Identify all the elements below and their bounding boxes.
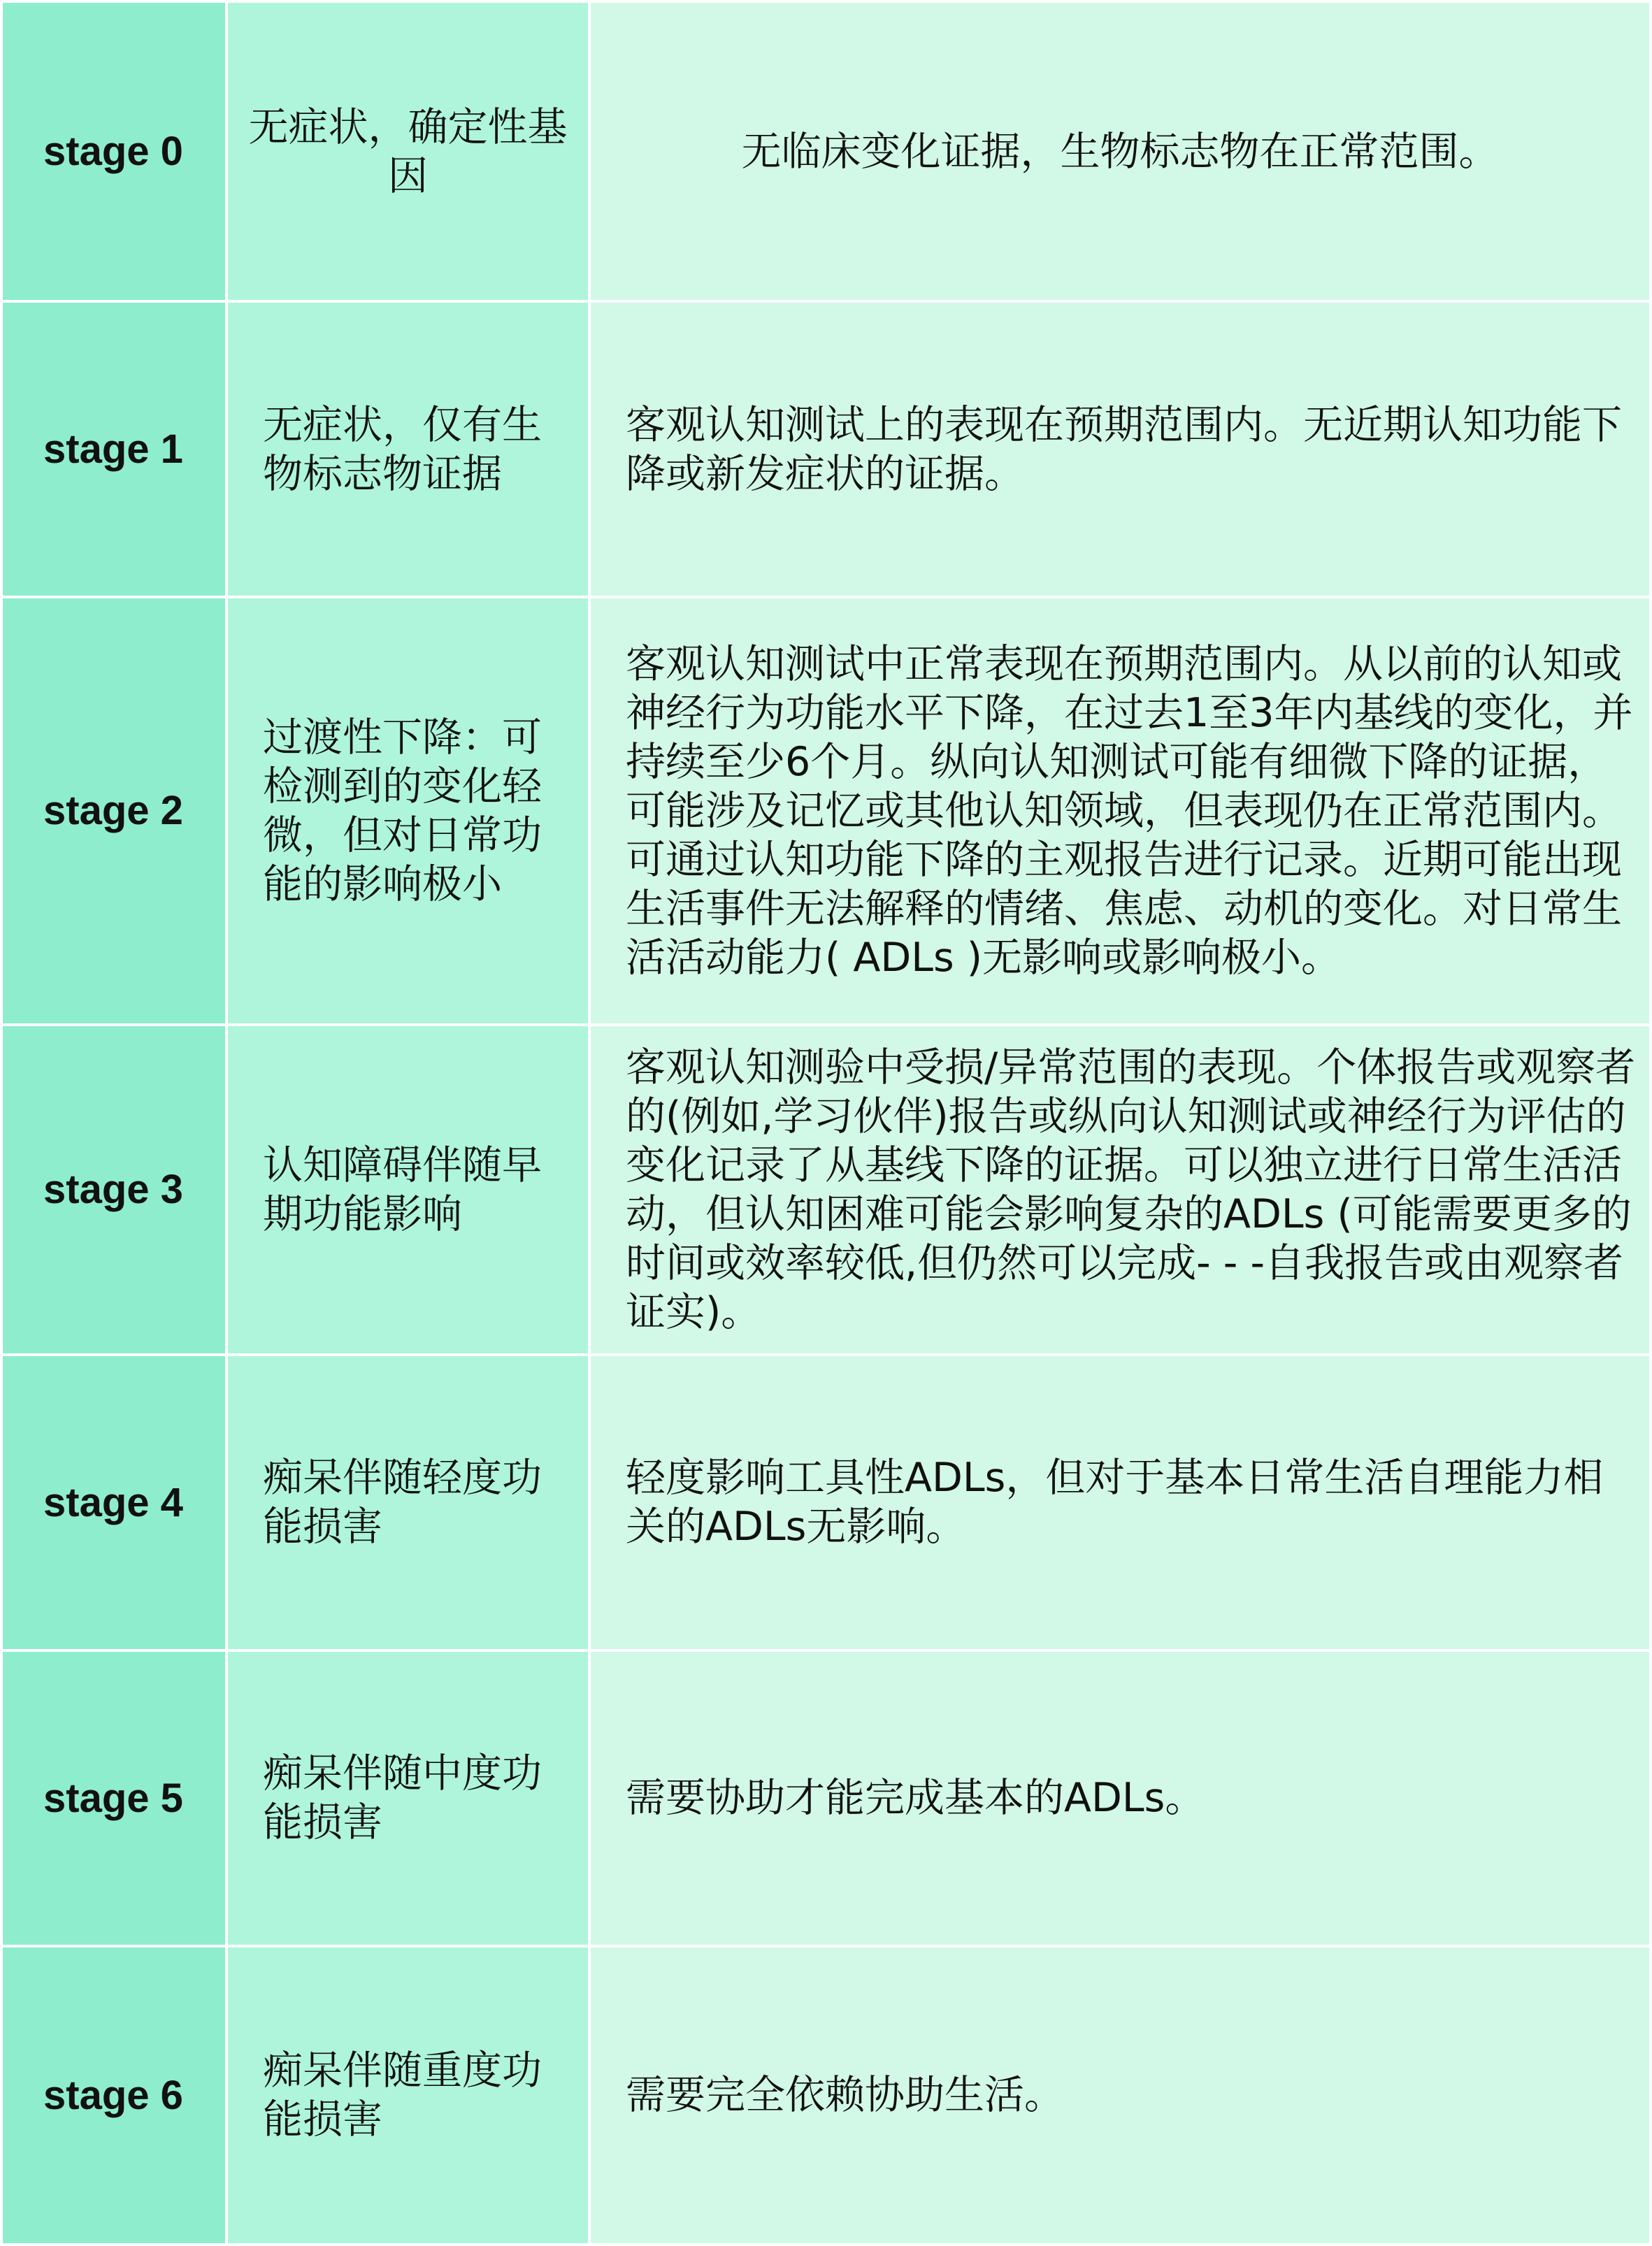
table-row [3,1356,1649,1649]
stage-label: stage 3 [3,1026,225,1353]
stage-description: 轻度影响工具性ADLs，但对于基本日常生活自理能力相关的ADLs无影响。 [591,1356,1649,1649]
table-row [3,303,1649,596]
stage-category: 痴呆伴随中度功能损害 [228,1652,588,1945]
stage-category: 认知障碍伴随早期功能影响 [228,1026,588,1353]
stage-description: 客观认知测试上的表现在预期范围内。无近期认知功能下降或新发症状的证据。 [591,303,1649,596]
table-row [3,3,1649,300]
stage-description: 需要完全依赖协助生活。 [591,1948,1649,2243]
stage-label: stage 6 [3,1948,225,2243]
stage-category: 痴呆伴随轻度功能损害 [228,1356,588,1649]
stage-label: stage 0 [3,3,225,300]
stage-description: 客观认知测验中受损/异常范围的表现。个体报告或观察者的(例如,学习伙伴)报告或纵向认知测试或神经行为评估的变化记录了从基线下降的证据。可以独立进行日常生活活动，但认知困难可能会影响复杂的ADLs (可能需要更多的时间或效率较低,但仍然可以完成- - -自我报告或由观察者证实)。 [591,1026,1649,1353]
stage-description: 需要协助才能完成基本的ADLs。 [591,1652,1649,1945]
stage-category: 痴呆伴随重度功能损害 [228,1948,588,2243]
table-row [3,598,1649,1023]
stage-category: 无症状，仅有生物标志物证据 [228,303,588,596]
stage-category: 过渡性下降：可检测到的变化轻微，但对日常功能的影响极小 [228,598,588,1023]
stage-description: 无临床变化证据，生物标志物在正常范围。 [591,3,1649,300]
table-row [3,1026,1649,1353]
stage-label: stage 2 [3,598,225,1023]
stage-category: 无症状，确定性基因 [228,3,588,300]
stage-description: 客观认知测试中正常表现在预期范围内。从以前的认知或神经行为功能水平下降，在过去1至3年内基线的变化，并持续至少6个月。纵向认知测试可能有细微下降的证据，可能涉及记忆或其他认知领域，但表现仍在正常范围内。可通过认知功能下降的主观报告进行记录。近期可能出现生活事件无法解释的情绪、焦虑、动机的变化。对日常生活活动能力( ADLs )无影响或影响极小。 [591,598,1649,1023]
stage-label: stage 5 [3,1652,225,1945]
table-row [3,1652,1649,1945]
stage-label: stage 1 [3,303,225,596]
stage-label: stage 4 [3,1356,225,1649]
table-row [3,1948,1649,2243]
